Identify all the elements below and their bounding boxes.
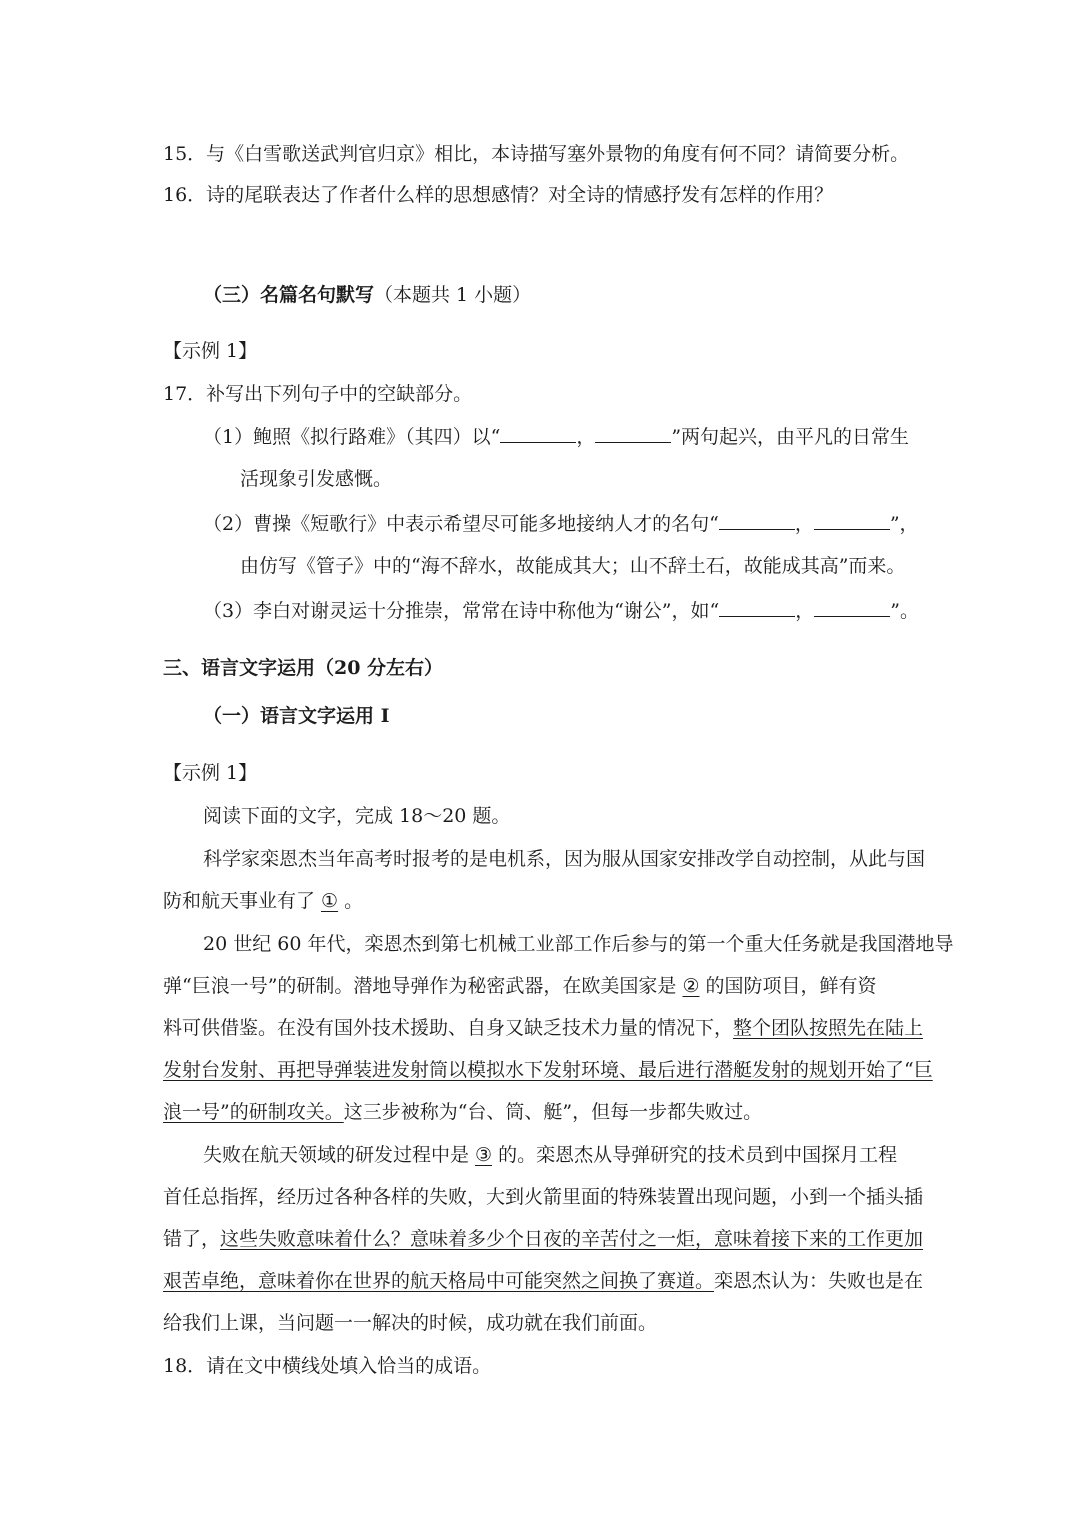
fill-blank xyxy=(595,424,671,443)
example-label: 【示例 1】 xyxy=(163,762,258,784)
reading-instruction: 阅读下面的文字，完成 18～20 题。 xyxy=(203,805,511,827)
question-17: 17．补写出下列句子中的空缺部分。 xyxy=(163,383,473,405)
passage-text: 的。栾恩杰从导弹研究的技术员到中国探月工程 xyxy=(498,1144,898,1166)
fill-blank xyxy=(814,598,890,617)
question-15: 15．与《白雪歌送武判官归京》相比，本诗描写塞外景物的角度有何不同？请简要分析。 xyxy=(163,143,910,165)
fill-blank xyxy=(500,424,576,443)
q17-item-3-comma: ， xyxy=(795,600,815,622)
section-heading-note: （本题共 1 小题） xyxy=(374,284,532,306)
q17-item-1-cont: 活现象引发感慨。 xyxy=(240,468,393,490)
underlined-sentence: 艰苦卓绝，意味着你在世界的航天格局中可能突然之间换了赛道。 xyxy=(163,1270,715,1292)
q17-item-1-rest: ”两句起兴，由平凡的日常生 xyxy=(671,426,910,448)
underlined-sentence: 发射台发射、再把导弹装进发射筒以模拟水下发射环境、最后进行潜艇发射的规划开始了“巨 xyxy=(163,1059,933,1081)
passage-line xyxy=(163,1100,762,1124)
passage-line: 首任总指挥，经历过各种各样的失败，大到火箭里面的特殊装置出现问题，小到一个插头插 xyxy=(163,1186,924,1208)
q17-item-2 xyxy=(203,511,919,535)
question-18: 18．请在文中横线处填入恰当的成语。 xyxy=(163,1355,492,1377)
passage-text: 料可供借鉴。在没有国外技术援助、自身又缺乏技术力量的情况下， xyxy=(163,1017,734,1039)
q17-item-1-text: （1）鲍照《拟行路难》（其四）以“ xyxy=(203,426,501,448)
q17-item-2-rest: ”， xyxy=(889,513,919,535)
section-heading-3 xyxy=(203,283,531,307)
q17-item-2-comma: ， xyxy=(794,513,814,535)
passage-text: 这三步被称为“台、筒、艇”，但每一步都失败过。 xyxy=(343,1101,763,1123)
fill-blank xyxy=(814,511,890,530)
blank-1: ① xyxy=(321,890,339,912)
q17-item-3-text: （3）李白对谢灵运十分推崇，常常在诗中称他为“谢公”，如“ xyxy=(203,600,720,622)
underlined-sentence: 整个团队按照先在陆上 xyxy=(733,1017,924,1039)
passage-line: 科学家栾恩杰当年高考时报考的是电机系，因为服从国家安排改学自动控制，从此与国 xyxy=(203,848,926,870)
blank-3: ③ xyxy=(475,1144,493,1166)
passage-text: 栾恩杰认为：失败也是在 xyxy=(714,1270,924,1292)
passage-text: 错了， xyxy=(163,1228,221,1250)
fill-blank xyxy=(719,598,795,617)
question-16: 16．诗的尾联表达了作者什么样的思想感情？对全诗的情感抒发有怎样的作用？ xyxy=(163,184,834,206)
passage-text: 。 xyxy=(344,890,364,912)
underlined-sentence: 这些失败意味着什么？意味着多少个日夜的辛苦付之一炬，意味着接下来的工作更加 xyxy=(220,1228,924,1250)
fill-blank xyxy=(719,511,795,530)
q17-item-3 xyxy=(203,598,919,622)
underlined-sentence: 浪一号”的研制攻关。 xyxy=(163,1101,344,1123)
blank-2: ② xyxy=(682,975,700,997)
passage-line xyxy=(203,1143,897,1167)
q17-item-1 xyxy=(203,424,909,448)
q17-item-2-cont: 由仿写《管子》中的“海不辞水，故能成其大；山不辞土石，故能成其高”而来。 xyxy=(240,555,906,577)
passage-text: 弹“巨浪一号”的研制。潜地导弹作为秘密武器，在欧美国家是 xyxy=(163,975,677,997)
subsection-1-title: （一）语言文字运用 I xyxy=(203,705,390,727)
passage-line xyxy=(163,1227,923,1251)
part-3-title: 三、语言文字运用（20 分左右） xyxy=(163,657,444,679)
q17-item-3-rest: ”。 xyxy=(890,600,919,622)
passage-line: 20 世纪 60 年代，栾恩杰到第七机械工业部工作后参与的第一个重大任务就是我国潜地导 xyxy=(203,933,954,955)
passage-text: 的国防项目，鲜有资 xyxy=(705,975,877,997)
section-heading-title: （三）名篇名句默写 xyxy=(203,284,375,306)
q17-item-2-text: （2）曹操《短歌行》中表示希望尽可能多地接纳人才的名句“ xyxy=(203,513,719,535)
q17-item-1-comma: ， xyxy=(576,426,596,448)
passage-line xyxy=(163,889,363,913)
passage-line xyxy=(163,1016,923,1040)
passage-text: 防和航天事业有了 xyxy=(163,890,316,912)
passage-line xyxy=(163,1269,923,1293)
passage-line xyxy=(163,974,877,998)
passage-text: 失败在航天领域的研发过程中是 xyxy=(203,1144,470,1166)
passage-line: 给我们上课，当问题一一解决的时候，成功就在我们前面。 xyxy=(163,1312,658,1334)
example-label: 【示例 1】 xyxy=(163,340,258,362)
